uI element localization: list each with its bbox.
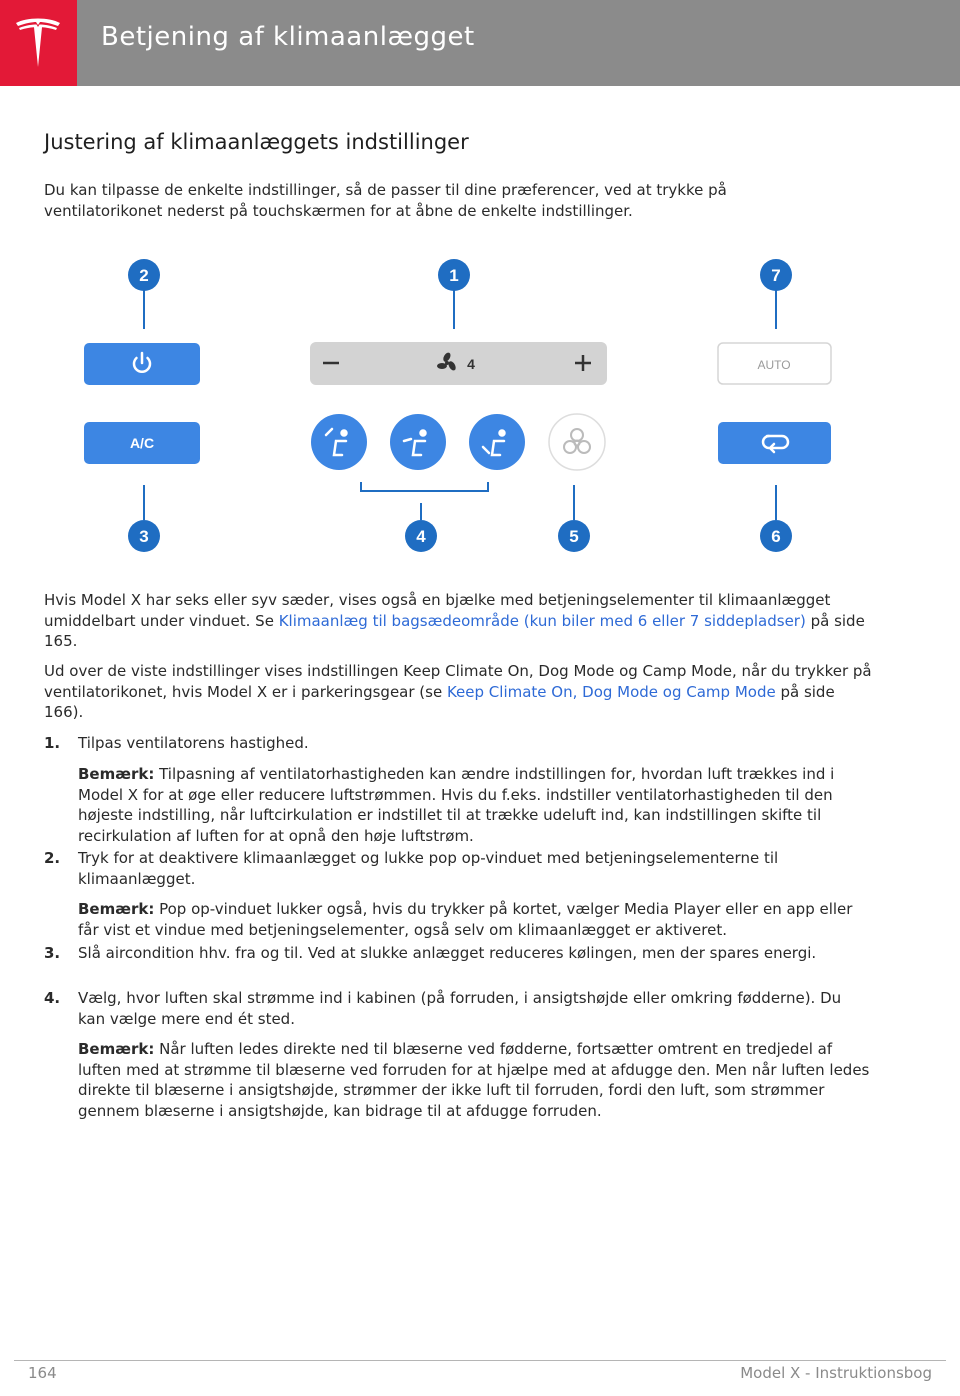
note-label: Bemærk: [78, 1040, 155, 1058]
note-text: Tilpasning af ventilatorhastigheden kan ændre indstillingen for, hvordan luft trækkes ind i Model X for at øge eller reducere luftstrømmen. Hvis du f.eks. indstiller ventilatorhastigheden til den højeste indstilling, når luftcirkulation er indstillet til at trække udeluft ind, kan indstillingen skifte til recirkulation af luften for at opnå den høje luftstrøm. [78, 765, 835, 845]
note-label: Bemærk: [78, 900, 155, 918]
callout-5 [558, 520, 590, 552]
auto-button[interactable] [718, 343, 831, 384]
fan-speed-value: 4 [467, 356, 475, 372]
callout-4 [405, 520, 437, 552]
page-header [0, 0, 960, 86]
list-number: 2. [44, 849, 61, 867]
airflow-face-button[interactable] [390, 414, 446, 470]
airflow-windshield-button[interactable] [311, 414, 367, 470]
svg-text:A/C: A/C [129, 435, 155, 451]
footer-divider [14, 1360, 946, 1361]
list-number: 4. [44, 989, 61, 1007]
keep-climate-paragraph [44, 661, 874, 723]
rear-climate-link[interactable]: Klimaanlæg til bagsædeområde (kun biler med 6 eller 7 siddepladser) [278, 611, 806, 630]
list-number: 3. [44, 944, 61, 962]
tesla-logo [0, 0, 77, 86]
recirculate-button[interactable] [718, 422, 831, 464]
bioweapon-defense-button[interactable] [549, 414, 605, 470]
callout-7 [760, 259, 792, 291]
svg-text:1: 1 [449, 266, 459, 285]
climate-controls-figure [80, 255, 840, 555]
callout-1 [438, 259, 470, 291]
svg-text:AUTO: AUTO [757, 358, 791, 372]
note-2 [78, 899, 874, 940]
section-title: Justering af klimaanlæggets indstillinger [44, 130, 469, 154]
note-1 [78, 764, 874, 846]
paragraph-text: Hvis Model X har seks eller syv sæder, vises også en bjælke med betjeningselementer til klimaanlægget umiddelbart under vinduet. Se [44, 591, 831, 630]
list-text: Tryk for at deaktivere klimaanlægget og lukke pop op-vinduet med betjeningselementerne til klimaanlægget. [78, 849, 779, 888]
ac-button[interactable] [84, 422, 200, 464]
paragraph-text: Ud over de viste indstillinger vises indstillingen Keep Climate On, Dog Mode og Camp Mode, når du trykker på ventilatorikonet, hvis Model X er i parkeringsgear (se [44, 662, 872, 701]
paragraph-text: på side 165. [44, 611, 865, 650]
list-number: 1. [44, 734, 61, 752]
note-text: Når luften ledes direkte ned til blæserne ved fødderne, fortsætter omtrent en tredjedel af luften med at strømme til blæserne ved forruden for at hjælpe med at afdugge den. Men når luften ledes direkte til blæserne i ansigtshøjde, strømmer der ikke luft til forruden, fordi den luft, som strømmer gennem blæserne i ansigtshøjde, kan bidrage til at afdugge forruden. [78, 1040, 870, 1120]
svg-text:5: 5 [569, 527, 579, 546]
callout-6 [760, 520, 792, 552]
page-header-title: Betjening af klimaanlægget [101, 22, 475, 52]
list-text: Tilpas ventilatorens hastighed. [78, 734, 309, 752]
keep-climate-link[interactable]: Keep Climate On, Dog Mode og Camp Mode [446, 682, 776, 701]
model-x-seats-paragraph [44, 590, 874, 652]
callout-3 [128, 520, 160, 552]
paragraph-text: på side 166). [44, 682, 835, 721]
svg-text:3: 3 [139, 527, 149, 546]
tesla-logo-icon [13, 15, 63, 71]
svg-text:2: 2 [139, 266, 149, 285]
note-text: Pop op-vinduet lukker også, hvis du trykker på kortet, vælger Media Player eller en app eller får vist et vindue med betjeningselementer, også selv om klimaanlægget er aktiveret. [78, 900, 853, 939]
svg-text:7: 7 [771, 266, 781, 285]
document-name: Model X - Instruktionsbog [740, 1364, 932, 1382]
power-button[interactable] [84, 343, 200, 385]
note-label: Bemærk: [78, 765, 155, 783]
svg-text:4: 4 [416, 527, 426, 546]
list-text: Slå aircondition hhv. fra og til. Ved at slukke anlægget reduceres kølingen, men der spares energi. [78, 944, 817, 962]
svg-text:6: 6 [771, 527, 781, 546]
note-4 [78, 1039, 874, 1121]
fan-speed-bar[interactable] [310, 342, 607, 385]
callout-2 [128, 259, 160, 291]
airflow-feet-button[interactable] [469, 414, 525, 470]
page-number: 164 [28, 1364, 57, 1382]
intro-paragraph: Du kan tilpasse de enkelte indstillinger, så de passer til dine præferencer, ved at trykke på ventilatorikonet nederst på touchskærmen for at åbne de enkelte indstillinger. [44, 181, 727, 220]
list-text: Vælg, hvor luften skal strømme ind i kabinen (på forruden, i ansigtshøjde eller omkring fødderne). Du kan vælge mere end ét sted. [78, 989, 842, 1028]
